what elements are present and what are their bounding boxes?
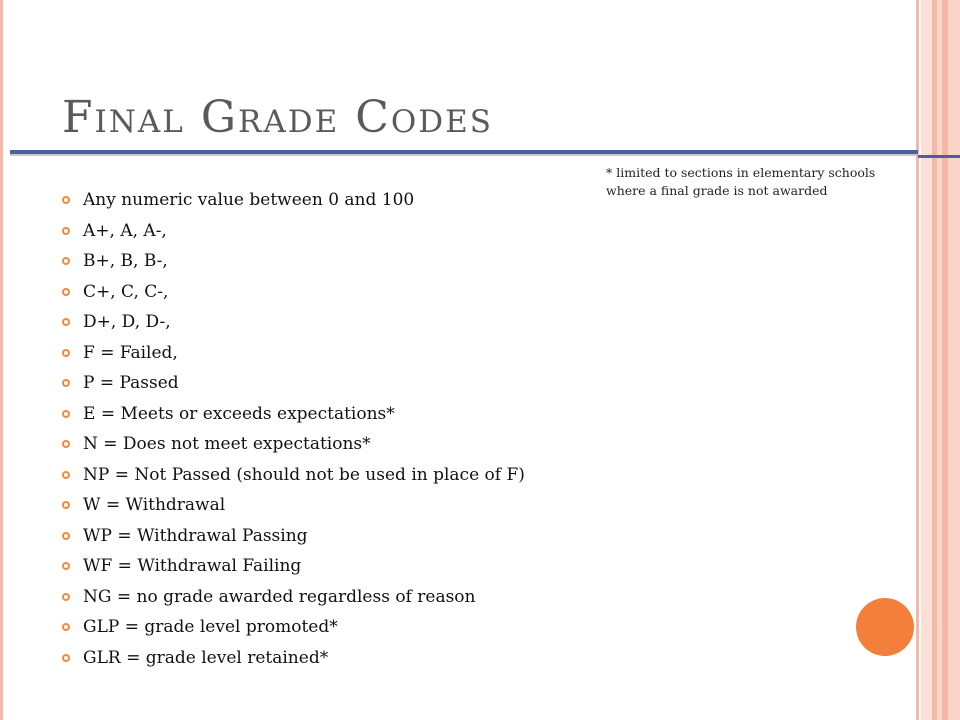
grade-code-text: NG = no grade awarded regardless of reason	[83, 586, 476, 607]
grade-code-text: W = Withdrawal	[83, 495, 226, 516]
right-stripe	[948, 0, 960, 720]
grade-code-text: A+, A, A-,	[83, 220, 167, 241]
grade-code-text: Any numeric value between 0 and 100	[83, 190, 415, 211]
grade-code-item	[62, 460, 525, 491]
slide-title: Final Grade Codes	[62, 92, 494, 143]
title-underline-extension	[918, 155, 960, 158]
grade-code-item	[62, 490, 525, 521]
bullet-circle-icon	[62, 623, 70, 631]
grade-code-text: GLR = grade level retained*	[83, 647, 329, 668]
grade-code-item	[62, 399, 525, 430]
grade-code-text: F = Failed,	[83, 342, 178, 363]
grade-code-text: P = Passed	[83, 373, 179, 394]
bullet-circle-icon	[62, 227, 70, 235]
grade-code-text: E = Meets or exceeds expectations*	[83, 403, 395, 424]
grade-code-text: D+, D, D-,	[83, 312, 171, 333]
grade-code-item	[62, 429, 525, 460]
grade-code-item	[62, 612, 525, 643]
bullet-circle-icon	[62, 349, 70, 357]
bullet-circle-icon	[62, 410, 70, 418]
grade-code-item	[62, 277, 525, 308]
bullet-circle-icon	[62, 501, 70, 509]
left-border	[0, 0, 3, 720]
grade-code-text: N = Does not meet expectations*	[83, 434, 371, 455]
bullet-circle-icon	[62, 532, 70, 540]
grade-code-item	[62, 338, 525, 369]
grade-code-item	[62, 582, 525, 613]
grade-code-item	[62, 368, 525, 399]
right-stripe	[921, 0, 932, 720]
bullet-circle-icon	[62, 440, 70, 448]
grade-code-item	[62, 246, 525, 277]
grade-code-item	[62, 643, 525, 674]
footnote: * limited to sections in elementary schools where a final grade is not awarded	[606, 165, 876, 198]
grade-code-text: GLP = grade level promoted*	[83, 617, 338, 638]
grade-code-text: C+, C, C-,	[83, 281, 169, 302]
bullet-circle-icon	[62, 654, 70, 662]
grade-code-text: B+, B, B-,	[83, 251, 168, 272]
grade-code-item	[62, 521, 525, 552]
bullet-circle-icon	[62, 318, 70, 326]
title-underline-shadow	[10, 154, 918, 156]
grade-code-item	[62, 551, 525, 582]
grade-code-item	[62, 307, 525, 338]
bullet-circle-icon	[62, 379, 70, 387]
bullet-circle-icon	[62, 562, 70, 570]
decorative-circle	[856, 598, 914, 656]
grade-code-item	[62, 185, 525, 216]
bullet-circle-icon	[62, 288, 70, 296]
grade-code-text: NP = Not Passed (should not be used in place of F)	[83, 464, 525, 485]
right-stripe	[916, 0, 919, 720]
grade-code-text: WF = Withdrawal Failing	[83, 556, 302, 577]
bullet-circle-icon	[62, 593, 70, 601]
grade-code-text: WP = Withdrawal Passing	[83, 525, 308, 546]
bullet-circle-icon	[62, 471, 70, 479]
grade-code-list	[62, 185, 525, 673]
bullet-circle-icon	[62, 196, 70, 204]
bullet-circle-icon	[62, 257, 70, 265]
grade-code-item	[62, 216, 525, 247]
